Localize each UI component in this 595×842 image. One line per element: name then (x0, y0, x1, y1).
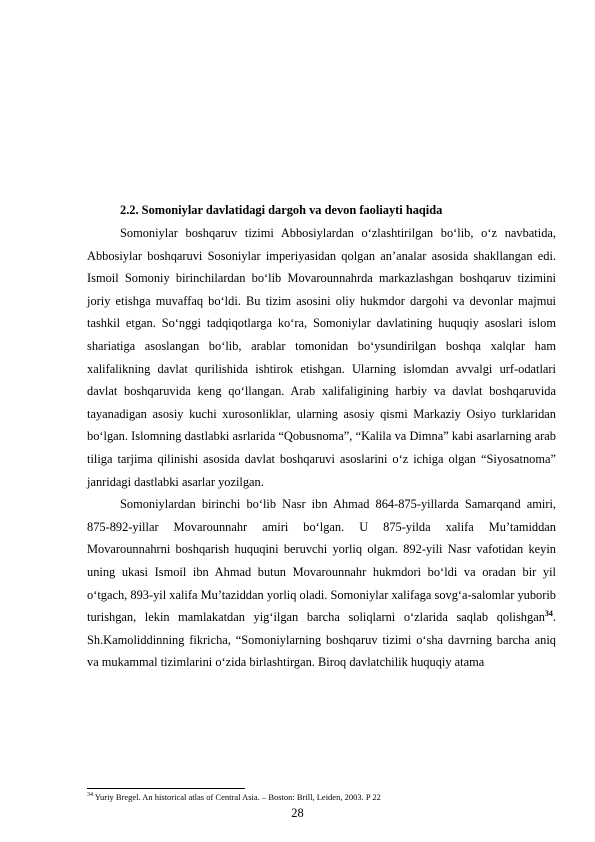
footnote-reference[interactable]: 34 (544, 608, 553, 618)
paragraph-text: Somoniylardan birinchi bo‘lib Nasr ibn Ahmad 864-875-yillarda Samarqand amiri, 875-892-yillar Movarounnahr amiri bo‘lgan. U 875-yilda xalifa Mu’tamiddan Movarounnahrni boshqarish huquqini beruvchi yorliq olgan. 892-yili Nasr vafotidan keyin uning ukasi Ismoil ibn Ahmad butun Movarounnahr hukmdori bo‘ldi va oradan bir yil o‘tgach, 893-yil xalifa Mu’taziddan yorliq oladi. Somoniylar xalifaga sovg‘a-salomlar yuborib turishgan, lekin mamlakatdan yig‘ilgan barcha soliqlarni o‘zlarida saqlab qolishgan (87, 497, 556, 625)
body-text (87, 222, 556, 674)
paragraph: Somoniylar boshqaruv tizimi Abbosiylardan o‘zlashtirilgan bo‘lib, o‘z navbatida, Abbosiylar boshqaruvi Sosoniylar imperiyasidan qolgan an’analar asosida shakllangan edi. Ismoil Somoniy birinchilardan bo‘lib Movarounnahrda markazlashgan boshqaruv tizimini joriy etishga muvaffaq bo‘ldi. Bu tizim asosini oliy hukmdor dargohi va devonlar majmui tashkil etgan. So‘nggi tadqiqotlarga ko‘ra, Somoniylar davlatining huquqiy asoslari islom shariatiga asoslangan bo‘lib, arablar tomonidan bo‘ysundirilgan boshqa xalqlar ham xalifalikning davlat qurilishida ishtirok etishgan. Ularning islomdan avvalgi urf-odatlari davlat boshqaruvida keng qo‘llangan. Arab xalifaligining harbiy va davlat boshqaruvida tayanadigan asosiy kuchi xurosonliklar, ularning asosiy qismi Markaziy Osiyo turklaridan bo‘lgan. Islomning dastlabki asrlarida “Qobusnoma”, “Kalila va Dimna” kabi asarlarning arab tiliga tarjima qilinishi asosida davlat boshqaruvi asoslarini o‘z ichiga olgan “Siyosatnoma” janridagi dastlabki asarlar yozilgan. (87, 226, 556, 489)
footnote (87, 792, 556, 802)
page-number: 28 (291, 806, 304, 820)
paragraph-continuation: . Sh.Kamoliddinning fikricha, “Somoniylarning boshqaruv tizimi o‘sha davrning barcha aniq va mukammal tizimlarini o‘zida birlashtirgan. Biroq davlatchilik huquqiy atama (87, 610, 556, 670)
paragraph (87, 493, 556, 674)
footnote-number: 34 (87, 792, 93, 799)
section-heading: 2.2. Somoniylar davlatidagi dargoh va devon faoliayti haqida (120, 203, 443, 217)
footnote-text: Yuriy Bregel. An historical atlas of Central Asia. – Boston: Brill, Leiden, 2003. P 22 (93, 792, 381, 802)
footnote-divider (87, 788, 245, 789)
